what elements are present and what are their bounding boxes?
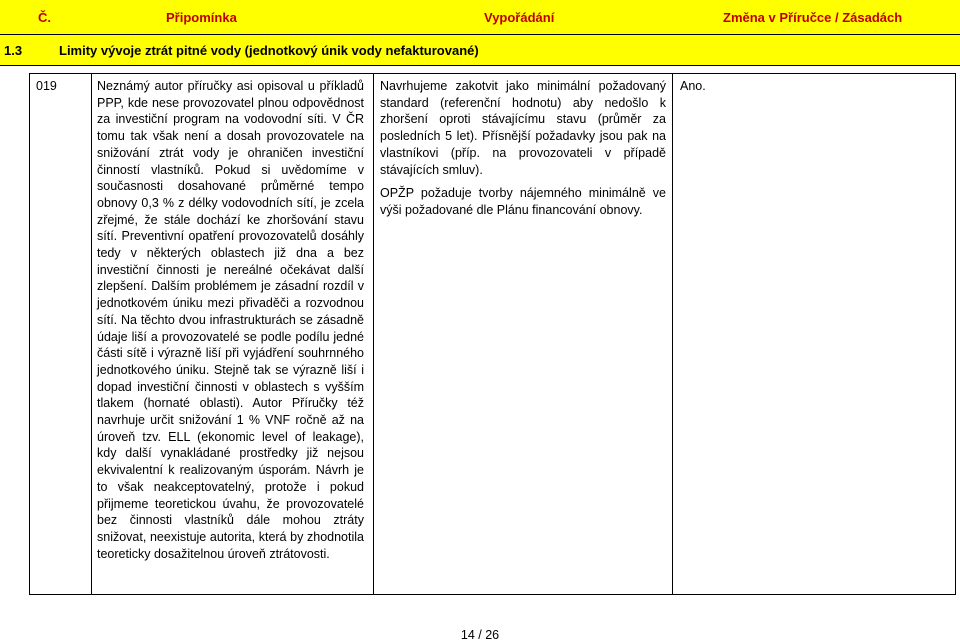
section-heading [0, 35, 960, 66]
row-resolution [380, 78, 666, 219]
section-title: Limity vývoje ztrát pitné vody (jednotkový únik vody nefakturované) [59, 43, 479, 58]
table-header [0, 0, 960, 35]
header-resolution: Vypořádání [484, 10, 555, 25]
header-change: Změna v Příručce / Zásadách [723, 10, 903, 25]
page-number: 14 / 26 [460, 628, 500, 642]
row-number: 019 [36, 79, 57, 93]
row-change: Ano. [680, 79, 706, 93]
column-divider [373, 74, 374, 594]
comment-table [29, 73, 956, 595]
section-number: 1.3 [4, 43, 23, 58]
column-divider [91, 74, 92, 594]
header-number: Č. [38, 10, 51, 25]
resolution-paragraph: OPŽP požaduje tvorby nájemného minimálně ve výši požadované dle Plánu financování obnovy. [380, 186, 666, 217]
header-comment: Připomínka [166, 10, 237, 25]
row-comment: Neznámý autor příručky asi opisoval u příkladů PPP, kde nese provozovatel plnou odpovědnost za investiční program na vodovodní síti. V ČR tomu tak však není a dosah provozovatele na snižování ztrát vody je ohraničen investiční činností vlastníků. Pokud si uvědomíme v současnosti dosahované průměrné tempo obnovy 0,3 % z délky vodovodních sítí, je zcela zřejmé, že stále dochází ke zhoršování stavu sítí. Preventivní opatření provozovatelů dosáhly tedy v některých oblastech již dna a bez investiční činnosti je nereálné očekávat další zlepšení. Dalším problémem je zásadní rozdíl v jednotkovém úniku mezi přivaděči a rozvodnou sítí. Na těchto dvou infrastrukturách se zásadně údaje liší a provozovatelé se podle podílu jedné části sítě i výrazně liší při vyjádření souhrnného jednotkového úniku. Stejně tak se výrazně liší i dopad investiční činnosti v oblastech s vyšším tlakem (hornaté oblasti). Autor Příručky též navrhuje určit snižování 1 % VNF ročně až na úroveň tzv. ELL (ekonomic level of leakage), kdy další vynakládané prostředky již nejsou ekvivalentní k realizovaným úsporám. Návrh je to však neakceptovatelný, protože i pokud přijmeme teoretickou úvahu, že provozovatelé bez činnosti vlastníků dále mohou ztráty snižovat, neexistuje autorita, která by zhodnotila teoreticky dosažitelnou úroveň ztrátovosti. [97, 79, 364, 561]
column-divider [672, 74, 673, 594]
resolution-paragraph: Navrhujeme zakotvit jako minimální požadovaný standard (referenční hodnotu) aby nedošlo k zhoršení oproti stávajícímu stavu (průměr za posledních 5 let). Přísnější požadavky jsou pak na vlastníkovi (příp. na provozovateli v případě stávajících smluv). [380, 79, 666, 177]
